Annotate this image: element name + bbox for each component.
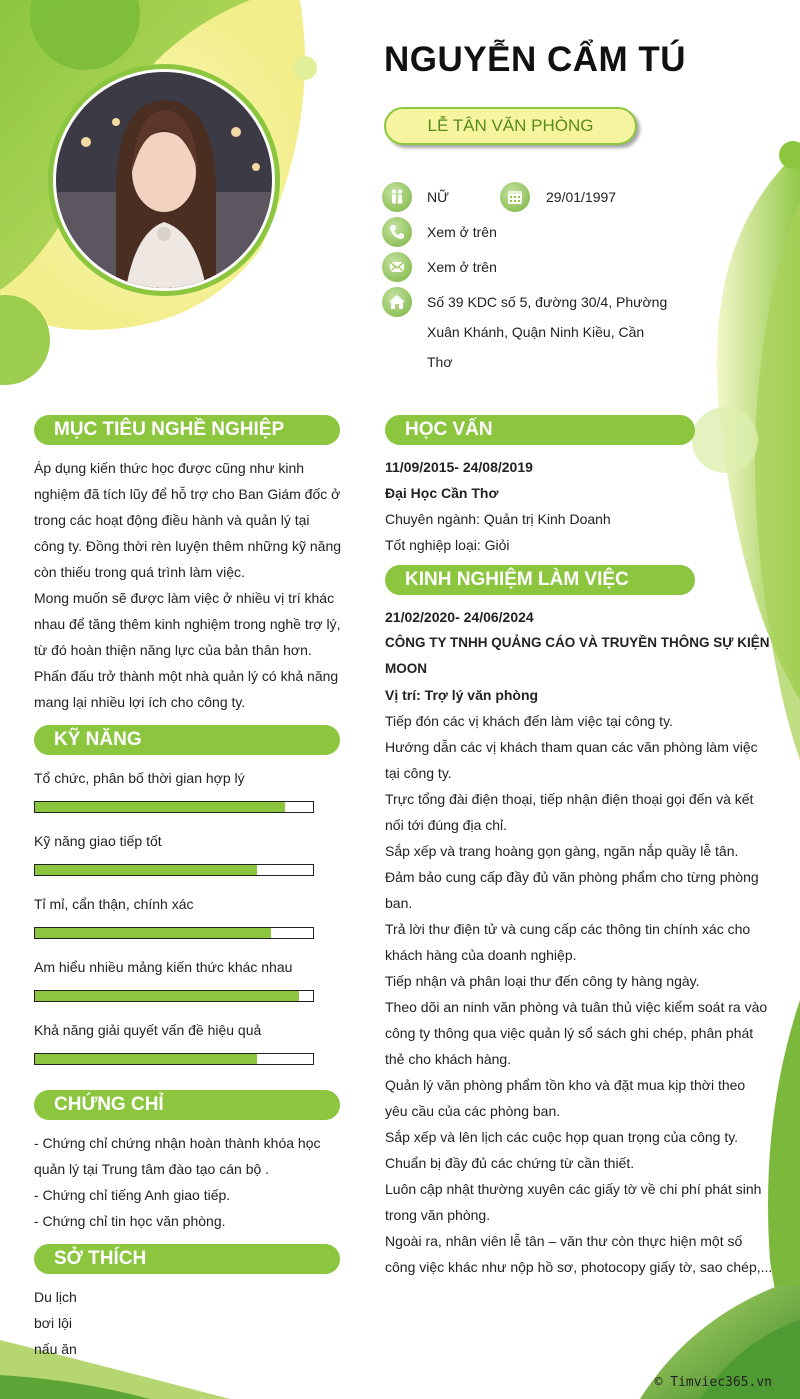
objective-line: nghiệm đã tích lũy để hỗ trợ cho Ban Giám đốc ở bbox=[34, 486, 341, 502]
hobby-item: bơi lội bbox=[34, 1315, 72, 1331]
job-title-badge bbox=[384, 107, 637, 145]
experience-line: khách hàng của doanh nghiệp. bbox=[385, 947, 577, 963]
hobbies-heading: SỞ THÍCH bbox=[34, 1244, 340, 1274]
certificates-text bbox=[34, 1130, 354, 1234]
education-block bbox=[385, 454, 775, 558]
objective-line: Mong muốn sẽ được làm việc ở nhiều vị trí khác bbox=[34, 590, 335, 606]
objective-heading: MỤC TIÊU NGHỀ NGHIỆP bbox=[34, 415, 340, 445]
skill-label: Am hiểu nhiều mảng kiến thức khác nhau bbox=[34, 959, 293, 975]
objective-line: Phấn đấu trở thành một nhà quản lý có khả năng bbox=[34, 668, 339, 684]
email-icon bbox=[382, 252, 412, 282]
experience-line: Trả lời thư điện tử và cung cấp các thông tin chính xác cho bbox=[385, 921, 751, 937]
objective-line: trong các hoạt động điều hành và quản lý tại bbox=[34, 512, 310, 528]
experience-line: Sắp xếp và lên lịch các cuộc họp quan trọng của công ty. bbox=[385, 1129, 739, 1145]
experience-block bbox=[385, 604, 785, 1280]
experience-line: thẻ cho khách hàng. bbox=[385, 1051, 512, 1067]
hobbies-list bbox=[34, 1284, 334, 1362]
experience-line: yêu cầu của các phòng ban. bbox=[385, 1103, 561, 1119]
skill-bar bbox=[34, 1053, 314, 1065]
objective-line: nhau để tăng thêm kinh nghiệm trong nghề trợ lý, bbox=[34, 616, 341, 632]
job-title: LỄ TÂN VĂN PHÒNG bbox=[427, 116, 594, 135]
experience-heading: KINH NGHIỆM LÀM VIỆC bbox=[385, 565, 695, 595]
skills-heading: KỸ NĂNG bbox=[34, 725, 340, 755]
objective-line: còn thiếu trong quá trình làm việc. bbox=[34, 564, 245, 580]
phone: Xem ở trên bbox=[427, 224, 497, 240]
address-line: Thơ bbox=[427, 354, 453, 370]
experience-line: Sắp xếp và trang hoàng gọn gàng, ngăn nắp quầy lễ tân. bbox=[385, 843, 739, 859]
skill-bar bbox=[34, 927, 314, 939]
experience-line: công ty thông qua việc quản lý sổ sách ghi chép, phân phát bbox=[385, 1025, 754, 1041]
skill-bar bbox=[34, 801, 314, 813]
home-icon bbox=[382, 287, 412, 317]
objective-line: từ đó hoàn thiện năng lực của bản thân hơn. bbox=[34, 642, 312, 658]
experience-line: Quản lý văn phòng phẩm tồn kho và đặt mua kịp thời theo bbox=[385, 1077, 746, 1093]
experience-line: Tiếp nhận và phân loại thư đến công ty hàng ngày. bbox=[385, 973, 700, 989]
experience-line: ban. bbox=[385, 895, 413, 911]
experience-line: Luôn cập nhật thường xuyên các giấy tờ về chi phí phát sinh bbox=[385, 1181, 762, 1197]
objective-text bbox=[34, 455, 354, 715]
experience-line: Chuẩn bị đầy đủ các chứng từ cần thiết. bbox=[385, 1155, 635, 1171]
skill-bar-fill bbox=[35, 865, 257, 875]
certificate-line: quản lý tại Trung tâm đào tạo cán bộ . bbox=[34, 1161, 270, 1177]
experience-line: Ngoài ra, nhân viên lễ tân – văn thư còn thực hiện một số bbox=[385, 1233, 743, 1249]
phone-icon bbox=[382, 217, 412, 247]
experience-company: MOON bbox=[385, 661, 427, 676]
experience-line: công việc khác như nộp hồ sơ, photocopy giấy tờ, sao chép,... bbox=[385, 1259, 773, 1275]
skill-label: Tổ chức, phân bố thời gian hợp lý bbox=[34, 770, 245, 786]
skill-label: Kỹ năng giao tiếp tốt bbox=[34, 833, 162, 849]
watermark: © Timviec365.vn bbox=[654, 1375, 772, 1390]
skill-label: Tỉ mỉ, cẩn thận, chính xác bbox=[34, 896, 194, 912]
objective-line: công ty. Đồng thời rèn luyện thêm những kỹ năng bbox=[34, 538, 342, 554]
certificate-line: - Chứng chỉ tin học văn phòng. bbox=[34, 1213, 226, 1229]
experience-period: 21/02/2020- 24/06/2024 bbox=[385, 609, 534, 625]
skill-bar bbox=[34, 990, 314, 1002]
skill-label: Khả năng giải quyết vấn đề hiệu quả bbox=[34, 1022, 262, 1038]
email: Xem ở trên bbox=[427, 259, 497, 275]
experience-line: Theo dõi an ninh văn phòng và tuân thủ việc kiểm soát ra vào bbox=[385, 999, 768, 1015]
gender-icon bbox=[382, 182, 412, 212]
objective-line: mang lại nhiều lợi ích cho công ty. bbox=[34, 694, 246, 710]
gender: NỮ bbox=[427, 189, 450, 205]
education-heading: HỌC VẤN bbox=[385, 415, 695, 445]
skill-bar bbox=[34, 864, 314, 876]
avatar bbox=[56, 72, 272, 288]
skill-bar-fill bbox=[35, 802, 285, 812]
certificates-heading: CHỨNG CHỈ bbox=[34, 1090, 340, 1120]
experience-line: Đảm bảo cung cấp đầy đủ văn phòng phẩm cho từng phòng bbox=[385, 869, 759, 885]
experience-company: CÔNG TY TNHH QUẢNG CÁO VÀ TRUYỀN THÔNG SỰ KIỆN bbox=[385, 635, 770, 650]
skill-bar-fill bbox=[35, 991, 299, 1001]
calendar-icon bbox=[500, 182, 530, 212]
objective-line: Áp dụng kiến thức học được cũng như kinh bbox=[34, 460, 305, 476]
education-major: Chuyên ngành: Quản trị Kinh Doanh bbox=[385, 511, 611, 527]
candidate-name: NGUYỄN CẨM TÚ bbox=[384, 40, 687, 79]
address-line: Xuân Khánh, Quận Ninh Kiều, Cần bbox=[427, 324, 645, 340]
education-school: Đại Học Cần Thơ bbox=[385, 485, 499, 501]
experience-line: Tiếp đón các vị khách đến làm việc tại công ty. bbox=[385, 713, 673, 729]
experience-line: tại công ty. bbox=[385, 765, 452, 781]
skill-bar-fill bbox=[35, 1054, 257, 1064]
skill-bar-fill bbox=[35, 928, 271, 938]
experience-line: Trực tổng đài điện thoại, tiếp nhận điện thoại gọi đến và kết bbox=[385, 791, 754, 807]
education-grade: Tốt nghiệp loại: Giỏi bbox=[385, 537, 510, 553]
hobby-item: Du lịch bbox=[34, 1289, 77, 1305]
experience-position: Vị trí: Trợ lý văn phòng bbox=[385, 687, 539, 703]
experience-line: nối tới đúng địa chỉ. bbox=[385, 817, 508, 833]
experience-line: Hướng dẫn các vị khách tham quan các văn phòng làm việc bbox=[385, 739, 758, 755]
certificate-line: - Chứng chỉ tiếng Anh giao tiếp. bbox=[34, 1187, 231, 1203]
birthday: 29/01/1997 bbox=[546, 189, 617, 205]
certificate-line: - Chứng chỉ chứng nhận hoàn thành khóa học bbox=[34, 1135, 321, 1151]
hobby-item: nấu ăn bbox=[34, 1341, 77, 1357]
education-period: 11/09/2015- 24/08/2019 bbox=[385, 459, 533, 475]
address-line: Số 39 KDC số 5, đường 30/4, Phường bbox=[427, 294, 668, 310]
experience-line: trong văn phòng. bbox=[385, 1207, 491, 1223]
